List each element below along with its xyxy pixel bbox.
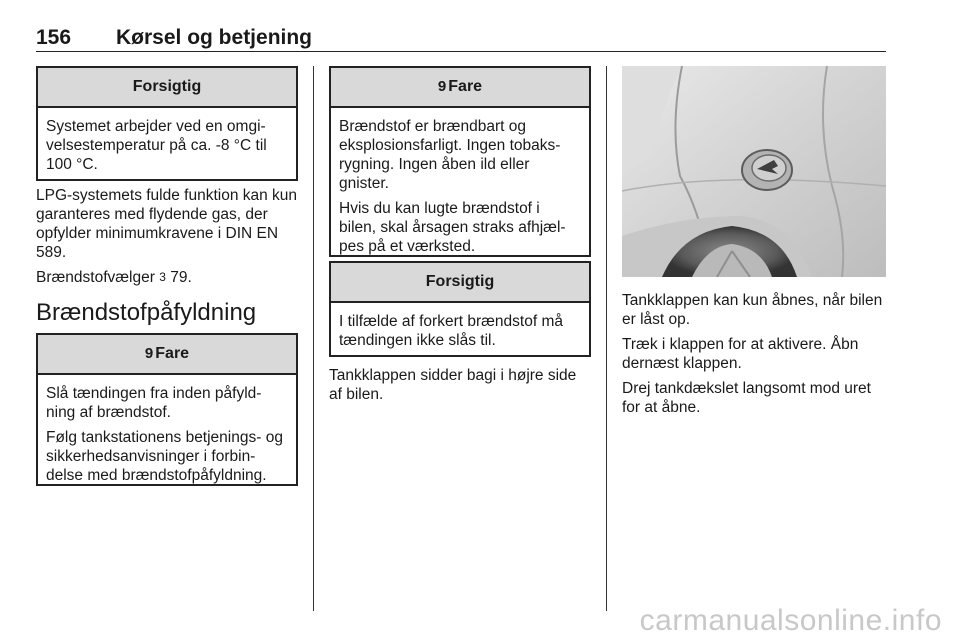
instruction-turn-cap: Drej tankdækslet langsomt mod uret for at åbne. — [622, 380, 871, 416]
page-number: 156 — [36, 26, 72, 49]
caution-box-title: Forsigtig — [38, 68, 296, 108]
fuel-selector-reference — [36, 268, 298, 287]
car-fuel-flap-photo — [622, 66, 886, 277]
warning-triangle-icon: 9 — [437, 78, 447, 95]
caution-box-body — [331, 303, 589, 359]
column-divider-1 — [313, 66, 314, 611]
watermark: carmanualsonline.info — [639, 604, 942, 637]
page-reference-arrow-icon: 3 — [159, 270, 166, 284]
page-header — [36, 26, 886, 50]
danger-text-2: Følg tankstationens betjenings- og sikkerhedsanvisninger i forbin-delse med brændstofpåfyldning. — [46, 429, 283, 484]
caution-box-body — [38, 108, 296, 183]
fuel-flap-location-text: Tankklappen sidder bagi i højre side af bilen. — [329, 367, 577, 403]
danger-text-1: Brændstof er brændbart og eksplosionsfarligt. Ingen tobaks-rygning. Ingen åben ild eller gnister. — [339, 118, 561, 192]
lpg-paragraphs — [36, 186, 298, 293]
warning-triangle-icon: 9 — [144, 345, 154, 362]
instruction-open-flap: Træk i klappen for at aktivere. Åbn dernæst klappen. — [622, 336, 859, 372]
danger-box-title: Fare — [155, 345, 190, 362]
danger-box-fuel — [329, 66, 591, 257]
fuel-selector-page[interactable]: 79. — [170, 269, 192, 286]
column-divider-2 — [606, 66, 607, 611]
instruction-unlock: Tankklappen kan kun åbnes, når bilen er låst op. — [622, 292, 883, 328]
danger-box-body — [331, 108, 589, 265]
lpg-function-text: LPG-systemets fulde funktion kan kun garanteres med flydende gas, der opfylder minimumkravene i DIN EN 589. — [36, 187, 298, 261]
caution-box-title: Forsigtig — [331, 263, 589, 303]
fuel-flap-instructions — [622, 291, 886, 423]
danger-box-title: Fare — [448, 78, 483, 95]
danger-text-2: Hvis du kan lugte brændstof i bilen, skal årsagen straks afhjæl-pes på et værksted. — [339, 200, 566, 255]
header-divider — [36, 51, 886, 52]
fuel-flap-illustration — [622, 66, 886, 277]
caution-box-temperature — [36, 66, 298, 181]
section-title: Kørsel og betjening — [116, 26, 313, 49]
caution-text: I tilfælde af forkert brændstof må tændingen ikke slås til. — [339, 313, 563, 349]
fuel-flap-location — [329, 366, 591, 410]
danger-box-refuelling — [36, 333, 298, 486]
caution-text: Systemet arbejder ved en omgi-velsestemperatur på ca. -8 °C til 100 °C. — [46, 118, 267, 173]
caution-box-wrong-fuel — [329, 261, 591, 357]
danger-box-body — [38, 375, 296, 494]
danger-text-1: Slå tændingen fra inden påfyld-ning af brændstof. — [46, 385, 262, 421]
danger-box-header — [331, 68, 589, 108]
fuel-selector-text: Brændstofvælger — [36, 269, 155, 286]
refuelling-heading: Brændstofpåfyldning — [36, 299, 257, 326]
danger-box-header — [38, 335, 296, 375]
